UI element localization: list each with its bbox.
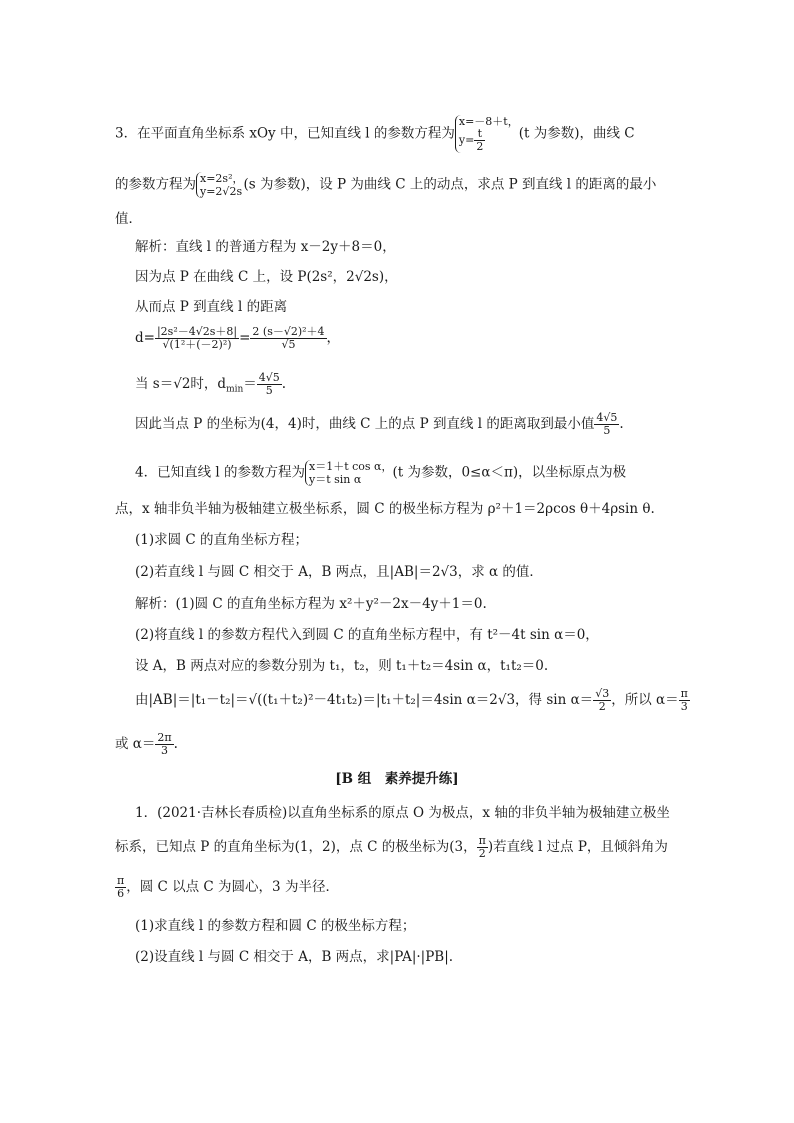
p3-intro-text: 3．在平面直角坐标系 xOy 中，已知直线 l 的参数方程为 xyxy=(115,125,455,142)
p4-question-1: (1)求圆 C 的直角坐标方程； xyxy=(135,532,309,548)
p4-line1: 4．已知直线 l 的参数方程为 x＝1＋t cos α， y＝t sin α (t 为参数，0≤α＜π)，以坐标原点为极 xyxy=(135,460,627,486)
p4-question-2: (2)若直线 l 与圆 C 相交于 A，B 两点，且|AB|＝2√3，求 α 的值． xyxy=(135,564,543,580)
p3-line3: 值． xyxy=(115,211,142,227)
p3-param-system-l: x=－8＋t， y= $\frac{t}{2}$ xyxy=(455,115,519,153)
fraction: $\frac{4√5}{5}$ xyxy=(258,371,280,397)
p4-solution-4: 由|AB|＝|t₁－t₂|＝√((t₁＋t₂)²－4t₁t₂)＝|t₁＋t₂|＝4sin α＝2√3，得 sin α＝ $\frac{√3}{2}$ ，所以 α＝ $\frac{\pi}{3}$ xyxy=(135,687,688,713)
b1-line3: $\frac{\pi}{6}$ ，圆 C 以点 C 为圆心，3 为半径． xyxy=(117,874,339,900)
p4-solution-2: (2)将直线 l 的参数方程代入到圆 C 的直角坐标方程中，有 t²－4t sin α＝0， xyxy=(135,627,599,643)
fraction: $\frac{\text{|2s²－4√2s＋8|}}{\text{√(1²＋(－2)²)}}$ xyxy=(156,325,238,351)
p3-solution-3: 从而点 P 到直线 l 的距离 xyxy=(135,299,288,315)
fraction: $\frac{\pi}{3}$ xyxy=(680,687,688,713)
fraction: $\frac{\pi}{6}$ xyxy=(117,874,125,900)
fraction: $\frac{2\pi}{3}$ xyxy=(157,731,172,757)
fraction: $\frac{t}{2}$ xyxy=(476,127,484,153)
p3-solution-5: 当 s＝√2时，$d_{min}=$ $\frac{4√5}{5}$ . xyxy=(135,371,287,397)
p3-solution-4: d= $\frac{\text{|2s²－4√2s＋8|}}{\text{√(1²＋(－2)²)}}$ = $\frac{\text{2 (s－√2)²＋4}}{√5}$ ， xyxy=(135,325,341,351)
b1-line2: 标系，已知点 P 的直角坐标为(1，2)，点 C 的极坐标为(3， $\frac{\pi}{2}$ )若直线 l 过点 P，且倾斜角为 xyxy=(115,834,668,860)
p3-line1: 3．在平面直角坐标系 xOy 中，已知直线 l 的参数方程为x=－8＋t， y= $\frac{t}{2}$ (t 为参数)，曲线 C xyxy=(115,115,635,153)
p3-solution-1: 解析：直线 l 的普通方程为 x－2y＋8＝0， xyxy=(135,239,396,255)
b1-question-1: (1)求直线 l 的参数方程和圆 C 的极坐标方程； xyxy=(135,918,416,934)
b1-question-2: (2)设直线 l 与圆 C 相交于 A，B 两点，求|PA|·|PB|. xyxy=(135,949,454,965)
p4-solution-3: 设 A，B 两点对应的参数分别为 t₁，t₂，则 t₁＋t₂＝4sin α，t₁t₂＝0. xyxy=(135,658,549,674)
p4-solution-5: 或 α＝ $\frac{2\pi}{3}$ . xyxy=(115,731,178,757)
p3-param-system-c: x=2s²， y=2√2s xyxy=(196,172,243,198)
b1-line1: 1．(2021·吉林长春质检)以直角坐标系的原点 O 为极点，x 轴的非负半轴为极轴建立极坐 xyxy=(135,805,670,821)
p3-solution-6: 因此当点 P 的坐标为(4，4)时，曲线 C 上的点 P 到直线 l 的距离取到最小值 $\frac{4√5}{5}$ . xyxy=(135,411,624,437)
p4-line2: 点，x 轴非负半轴为极轴建立极坐标系，圆 C 的极坐标方程为 ρ²＋1＝2ρcos θ＋4ρsin θ. xyxy=(115,501,655,517)
fraction: $\frac{\text{2 (s－√2)²＋4}}{√5}$ xyxy=(252,325,325,351)
p4-solution-1: 解析：(1)圆 C 的直角坐标方程为 x²＋y²－2x－4y＋1＝0. xyxy=(135,596,487,612)
fraction: $\frac{√3}{2}$ xyxy=(595,687,610,713)
p3-line2: 的参数方程为 x=2s²， y=2√2s(s 为参数)，设 P 为曲线 C 上的动点，求点 P 到直线 l 的距离的最小 xyxy=(115,172,657,198)
p4-param-system: x＝1＋t cos α， y＝t sin α xyxy=(305,460,392,486)
fraction: $\frac{4√5}{5}$ xyxy=(596,411,618,437)
section-b-header: [B 组 素养提升练] xyxy=(335,771,459,787)
p3-solution-2: 因为点 P 在曲线 C 上，设 P(2s²，2√2s)， xyxy=(135,269,398,285)
fraction: $\frac{\pi}{2}$ xyxy=(478,834,486,860)
